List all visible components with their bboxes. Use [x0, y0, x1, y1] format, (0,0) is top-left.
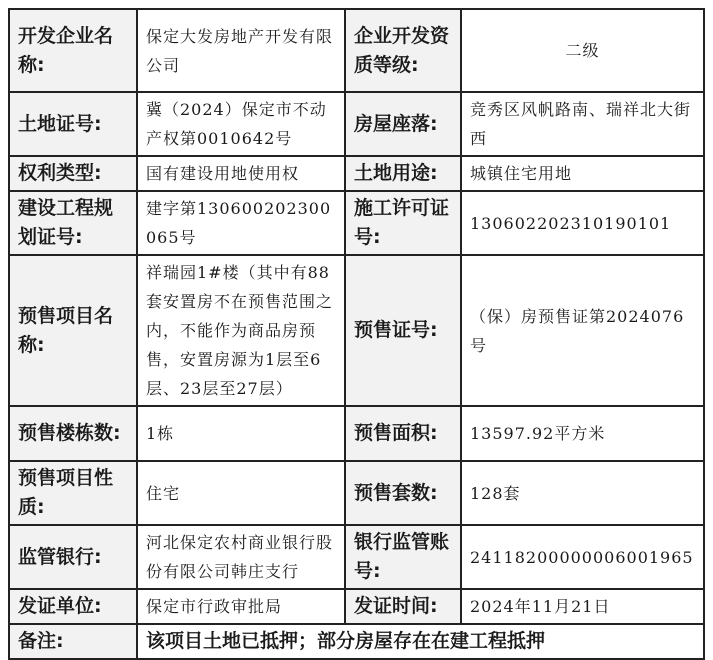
developer-label: 开发企业名称:: [9, 9, 137, 92]
land-use-label: 土地用途:: [345, 156, 461, 191]
table-row: [9, 589, 704, 624]
table-row: [9, 461, 704, 525]
qualification-value: 二级: [461, 9, 704, 92]
project-nature-value: 住宅: [137, 461, 345, 525]
unit-count-value: 128套: [461, 461, 704, 525]
unit-count-label: 预售套数:: [345, 461, 461, 525]
building-count-label: 预售楼栋数:: [9, 406, 137, 461]
land-use-value: 城镇住宅用地: [461, 156, 704, 191]
presale-area-value: 13597.92平方米: [461, 406, 704, 461]
construction-permit-value: 130602202310190101: [461, 191, 704, 255]
table-row: [9, 525, 704, 589]
planning-cert-value: 建字第130600202300065号: [137, 191, 345, 255]
construction-permit-label: 施工许可证号:: [345, 191, 461, 255]
table-row: [9, 9, 704, 92]
project-name-label: 预售项目名称:: [9, 255, 137, 406]
land-cert-label: 土地证号:: [9, 92, 137, 156]
remark-row: [9, 624, 704, 659]
presale-permit-table: [8, 8, 705, 660]
table-row: [9, 255, 704, 406]
location-value: 竞秀区风帆路南、瑞祥北大街西: [461, 92, 704, 156]
developer-value: 保定大发房地产开发有限公司: [137, 9, 345, 92]
table-row: [9, 406, 704, 461]
bank-label: 监管银行:: [9, 525, 137, 589]
presale-area-label: 预售面积:: [345, 406, 461, 461]
remark-value: 该项目土地已抵押；部分房屋存在在建工程抵押: [137, 624, 704, 659]
table-row: [9, 191, 704, 255]
project-nature-label: 预售项目性质:: [9, 461, 137, 525]
issue-date-value: 2024年11月21日: [461, 589, 704, 624]
table-row: [9, 92, 704, 156]
planning-cert-label: 建设工程规划证号:: [9, 191, 137, 255]
table-row: [9, 156, 704, 191]
project-name-value: 祥瑞园1#楼（其中有88套安置房不在预售范围之内，不能作为商品房预售，安置房源为1层至6层、23层至27层）: [137, 255, 345, 406]
bank-account-label: 银行监管账号:: [345, 525, 461, 589]
right-type-value: 国有建设用地使用权: [137, 156, 345, 191]
issuer-value: 保定市行政审批局: [137, 589, 345, 624]
remark-label: 备注:: [9, 624, 137, 659]
building-count-value: 1栋: [137, 406, 345, 461]
land-cert-value: 冀（2024）保定市不动产权第0010642号: [137, 92, 345, 156]
issuer-label: 发证单位:: [9, 589, 137, 624]
right-type-label: 权利类型:: [9, 156, 137, 191]
bank-value: 河北保定农村商业银行股份有限公司韩庄支行: [137, 525, 345, 589]
presale-cert-label: 预售证号:: [345, 255, 461, 406]
location-label: 房屋座落:: [345, 92, 461, 156]
bank-account-value: 24118200000006001965: [461, 525, 704, 589]
qualification-label: 企业开发资质等级:: [345, 9, 461, 92]
issue-date-label: 发证时间:: [345, 589, 461, 624]
presale-cert-value: （保）房预售证第2024076号: [461, 255, 704, 406]
